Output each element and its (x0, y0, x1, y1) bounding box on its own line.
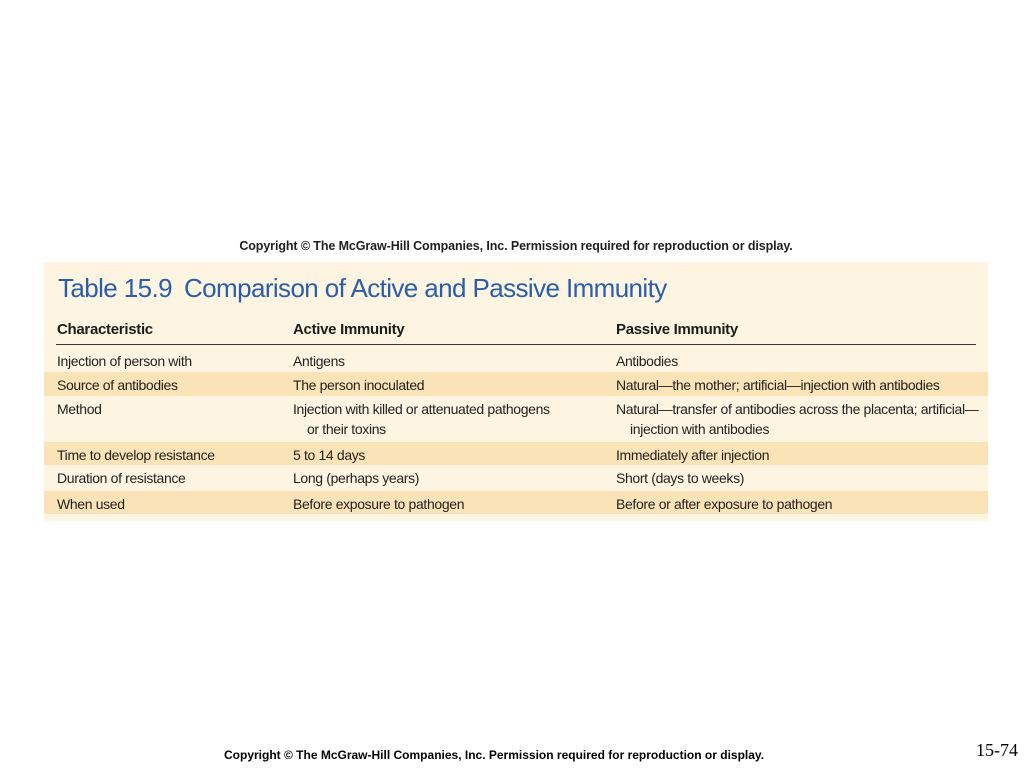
table-row-duration (44, 465, 988, 489)
cell-characteristic: Method (57, 401, 102, 417)
table-title (58, 273, 667, 304)
table-number: Table 15.9 (58, 273, 172, 303)
cell-passive: Short (days to weeks) (616, 470, 745, 486)
cell-passive: Natural—the mother; artificial—injection with antibodies (616, 377, 940, 393)
cell-characteristic: Source of antibodies (57, 377, 178, 393)
column-header-passive-immunity: Passive Immunity (616, 321, 738, 338)
cell-active: Antigens (293, 353, 345, 369)
cell-characteristic: When used (57, 496, 125, 512)
cell-passive: Antibodies (616, 353, 678, 369)
cell-characteristic: Injection of person with (57, 353, 192, 369)
table-row-injection (44, 348, 988, 372)
comparison-table (44, 262, 988, 521)
cell-active (293, 399, 550, 439)
cell-passive-line-1: Natural—transfer of antibodies across the placenta; artificial— (616, 401, 979, 417)
column-header-active-immunity: Active Immunity (293, 321, 405, 338)
table-row-time (44, 442, 988, 465)
cell-active: The person inoculated (293, 377, 425, 393)
cell-characteristic: Time to develop resistance (57, 447, 215, 463)
cell-passive: Before or after exposure to pathogen (616, 496, 833, 512)
table-row-when-used (44, 491, 988, 514)
table-header-row (44, 321, 988, 341)
cell-active: 5 to 14 days (293, 447, 366, 463)
cell-active-line-1: Injection with killed or attenuated pathogens (293, 401, 550, 417)
column-header-characteristic: Characteristic (57, 321, 153, 338)
header-divider (56, 344, 976, 345)
slide-number: 15-74 (976, 740, 1018, 760)
table-caption: Comparison of Active and Passive Immunity (184, 273, 667, 303)
cell-characteristic: Duration of resistance (57, 470, 186, 486)
cell-active-line-2: or their toxins (307, 421, 386, 437)
cell-active: Long (perhaps years) (293, 470, 420, 486)
cell-passive (616, 399, 978, 439)
table-copyright-notice: Copyright © The McGraw-Hill Companies, Inc. Permission required for reproduction or display. (239, 239, 793, 253)
table-row-source (44, 372, 988, 396)
cell-passive-line-2: injection with antibodies (630, 421, 770, 437)
cell-active: Before exposure to pathogen (293, 496, 465, 512)
footer-copyright-notice: Copyright © The McGraw-Hill Companies, Inc. Permission required for reproduction or display. (224, 748, 765, 762)
cell-passive: Immediately after injection (616, 447, 770, 463)
table-row-method (44, 396, 988, 440)
